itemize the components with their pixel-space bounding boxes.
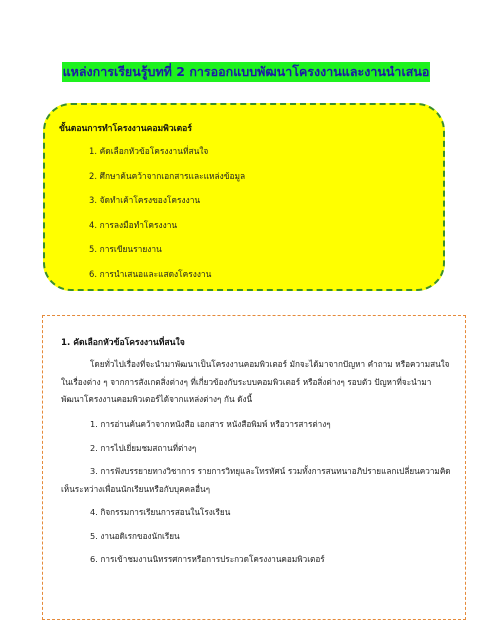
steps-heading: ขั้นตอนการทำโครงงานคอมพิวเตอร์ <box>59 124 192 134</box>
steps-list <box>89 145 245 292</box>
page-title: แหล่งการเรียนรู้บทที่ 2 การออกแบบพัฒนาโครงงานและงานนำเสนอ <box>62 62 430 82</box>
step-item: 2. ศึกษาค้นคว้าจากเอกสารและแหล่งข้อมูล <box>89 170 246 181</box>
steps-box <box>43 103 445 291</box>
source-list <box>61 416 451 575</box>
source-item: 2. การไปเยี่ยมชมสถานที่ต่างๆ <box>90 442 197 453</box>
step-item: 3. จัดทำเค้าโครงของโครงงาน <box>89 195 201 205</box>
detail-box <box>42 315 466 620</box>
source-item: 3. การฟังบรรยายทางวิชาการ รายการวิทยุและโทรทัศน์ รวมทั้งการสนทนาอภิปรายแลกเปลี่ยนความคิดเห็นระหว่างเพื่อนนักเรียนหรือกับบุคคลอื่นๆ <box>61 466 451 494</box>
source-item: 5. งานอดิเรกของนักเรียน <box>90 530 180 541</box>
step-item: 5. การเขียนรายงาน <box>89 244 162 254</box>
detail-paragraph: โดยทั่วไปเรื่องที่จะนำมาพัฒนาเป็นโครงงานคอมพิวเตอร์ มักจะได้มาจากปัญหา คำถาม หรือความสนใจในเรื่องต่าง ๆ จากการสังเกตสิ่งต่างๆ ที่เกี่ยวข้องกับระบบคอมพิวเตอร์ หรือสิ่งต่างๆ รอบตัว ปัญหาที่จะนำมาพัฒนาโครงงานคอมพิวเตอร์ได้จากแหล่งต่างๆ กัน ดังนี้ <box>61 359 450 404</box>
source-item: 6. การเข้าชมงานนิทรรศการหรือการประกวดโครงงานคอมพิวเตอร์ <box>90 554 325 564</box>
source-item: 1. การอ่านค้นคว้าจากหนังสือ เอกสาร หนังสือพิมพ์ หรือวารสารต่างๆ <box>90 419 331 429</box>
step-item: 1. คัดเลือกหัวข้อโครงงานที่สนใจ <box>89 146 209 156</box>
detail-heading: 1. คัดเลือกหัวข้อโครงงานที่สนใจ <box>61 338 185 348</box>
step-item: 4. การลงมือทำโครงงาน <box>89 219 178 230</box>
source-item: 4. กิจกรรมการเรียนการสอนในโรงเรียน <box>90 507 231 517</box>
step-item: 6. การนำเสนอและแสดงโครงงาน <box>89 268 212 279</box>
